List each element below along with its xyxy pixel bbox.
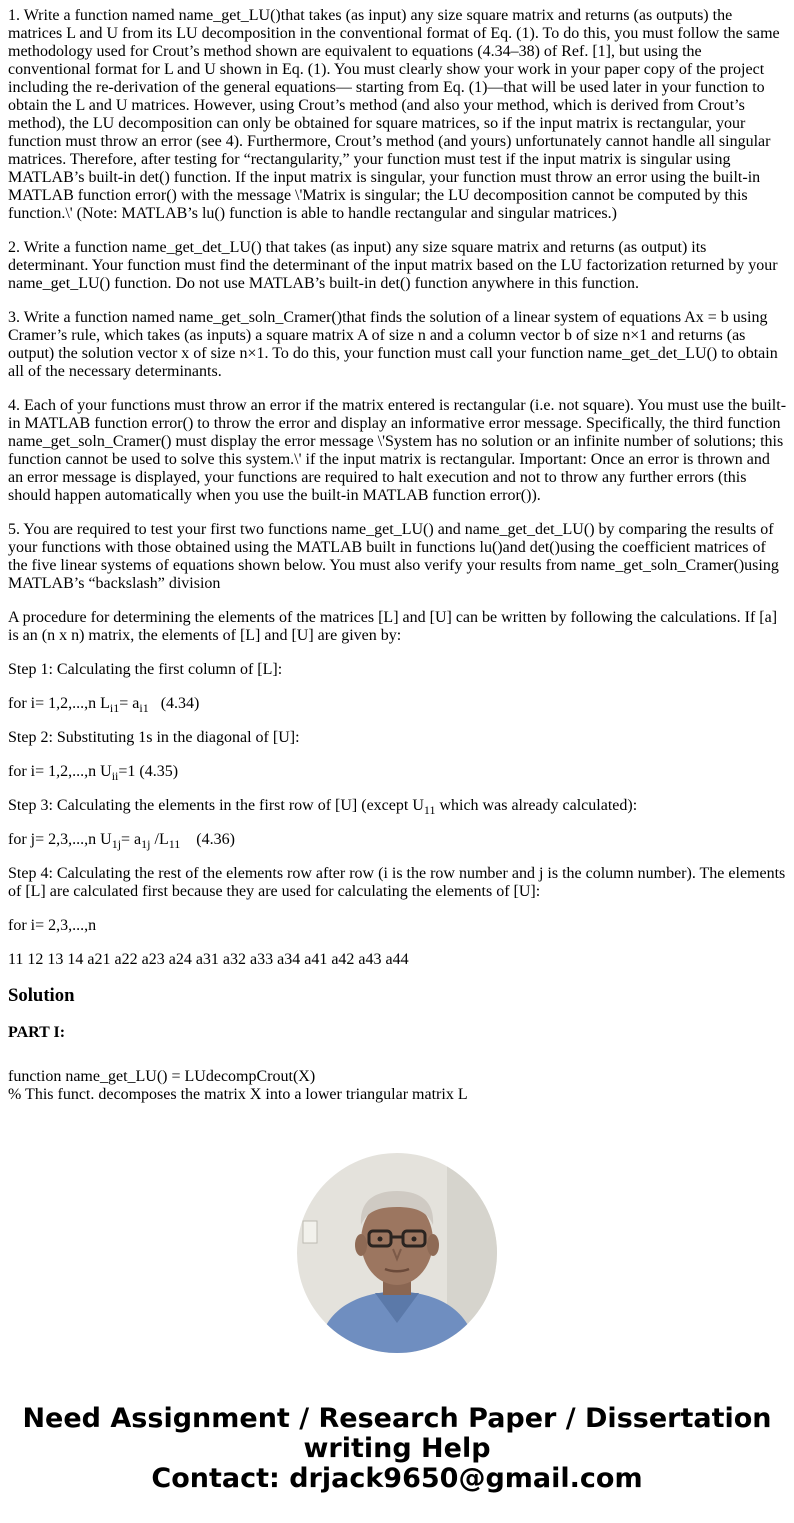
question-1: 1. Write a function named name_get_LU()that takes (as input) any size square matrix and returns (as outputs) the matrices L and U from its LU decomposition in the conventional format of Eq. (1). To do this, you must follow the same methodology used for Crout’s method shown are equivalent to equations (4.34–38) of Ref. [1], but using the conventional format for L and U shown in Eq. (1). You must clearly show your work in your paper copy of the project including the re-derivation of the general equations— starting from Eq. (1)—that will be used later in your function to obtain the L and U matrices. However, using Crout’s method (and also your method, which is derived from Crout’s method), the LU decomposition can only be obtained for square matrices, so if the input matrix is rectangular, your function must throw an error (see 4). Furthermore, Crout’s method (and yours) unfortunately cannot handle all singular matrices. Therefore, after testing for “rectangularity,” your function must test if the input matrix is singular using MATLAB’s built-in det() function. If the input matrix is singular, your function must throw an error using the built-in MATLAB function error() with the message \'Matrix is singular; the LU decomposition cannot be computed by this function.\' (Note: MATLAB’s lu() function is able to handle rectangular and singular matrices.)	[8, 7, 780, 222]
eq-text: = a	[121, 831, 142, 848]
eq-text: =1 (4.35)	[118, 763, 179, 780]
question-5: 5. You are required to test your first two functions name_get_LU() and name_get_det_LU() by comparing the results of your functions with those obtained using the MATLAB built in functions lu()and det()using the coefficient matrices of the five linear systems of equations shown below. You must also verify your results from name_get_soln_Cramer()using MATLAB’s “backslash” division	[8, 521, 779, 592]
step-4: Step 4: Calculating the rest of the elements row after row (i is the row number and j is the column number). The elements of [L] are calculated first because they are used for calculating the elements of [U]:	[8, 865, 786, 900]
promo-line: Need Assignment / Research Paper / Dissertation	[22, 1403, 772, 1434]
step-text: which was already calculated):	[435, 797, 638, 814]
code-line: % This funct. decomposes the matrix X into a lower triangular matrix L	[8, 1086, 468, 1103]
eq-subscript: 1j	[111, 837, 122, 852]
eq-subscript: 1j	[141, 837, 151, 852]
eq-tag: (4.34)	[160, 695, 200, 712]
step-text: Step 3: Calculating the elements in the first row of [U] (except U	[8, 797, 424, 814]
equation-4-34	[8, 695, 788, 716]
author-photo	[297, 1153, 497, 1353]
equation-4-35	[8, 763, 788, 784]
document-body	[8, 7, 788, 1122]
person-portrait-icon	[297, 1153, 497, 1353]
eq-text: /L	[150, 831, 169, 848]
solution-heading: Solution	[8, 985, 75, 1006]
eq-text: for j= 2,3,...,n U	[8, 831, 112, 848]
eq-text: for i= 1,2,...,n U	[8, 763, 112, 780]
code-line: function name_get_LU() = LUdecompCrout(X)	[8, 1068, 316, 1085]
promo-contact: Contact: drjack9650@gmail.com	[151, 1463, 643, 1494]
eq-subscript: i1	[139, 701, 149, 716]
step-3	[8, 797, 788, 818]
equation-4-36	[8, 831, 788, 852]
eq-subscript: ii	[111, 769, 119, 784]
question-3: 3. Write a function named name_get_soln_Cramer()that finds the solution of a linear system of equations Ax = b using Cramer’s rule, which takes (as inputs) a square matrix A of size n and a column vector b of size n×1 and returns (as output) the solution vector x of size n×1. To do this, your function must call your function name_get_det_LU() to obtain all of the necessary determinants.	[8, 309, 778, 380]
eq-text: for i= 1,2,...,n L	[8, 695, 110, 712]
eq-tag: (4.36)	[196, 831, 235, 848]
promo-line: writing Help	[303, 1433, 491, 1464]
eq-text: = a	[119, 695, 140, 712]
eq-subscript: 11	[168, 837, 181, 852]
step-subscript: 11	[423, 803, 436, 818]
promo-banner	[0, 1404, 794, 1494]
part-heading: PART I:	[8, 1024, 66, 1041]
question-2: 2. Write a function name_get_det_LU() that takes (as input) any size square matrix and returns (as output) its determinant. Your function must find the determinant of the input matrix based on the LU factorization returned by your name_get_LU() function. Do not use MATLAB’s built-in det() function anywhere in this function.	[8, 239, 778, 292]
procedure-intro: A procedure for determining the elements of the matrices [L] and [U] can be written by following the calculations. If [a] is an (n x n) matrix, the elements of [L] and [U] are given by:	[8, 609, 778, 644]
step-1: Step 1: Calculating the first column of [L]:	[8, 661, 283, 678]
step-2: Step 2: Substituting 1s in the diagonal of [U]:	[8, 729, 300, 746]
matrix-labels: 11 12 13 14 a21 a22 a23 a24 a31 a32 a33 a34 a41 a42 a43 a44	[8, 951, 409, 968]
eq-subscript: i1	[109, 701, 120, 716]
question-4: 4. Each of your functions must throw an error if the matrix entered is rectangular (i.e. not square). You must use the built-in MATLAB function error() to throw the error and display an informative error message. Specifically, the third function name_get_soln_Cramer() must display the error message \'System has no solution or an infinite number of solutions; this function cannot be used to solve this system.\' if the input matrix is rectangular. Important: Once an error is thrown and an error message is displayed, your functions are required to halt execution and not to throw any further errors (this should happen automatically when you use the built-in MATLAB function error()).	[8, 397, 787, 504]
loop-statement: for i= 2,3,...,n	[8, 917, 97, 934]
